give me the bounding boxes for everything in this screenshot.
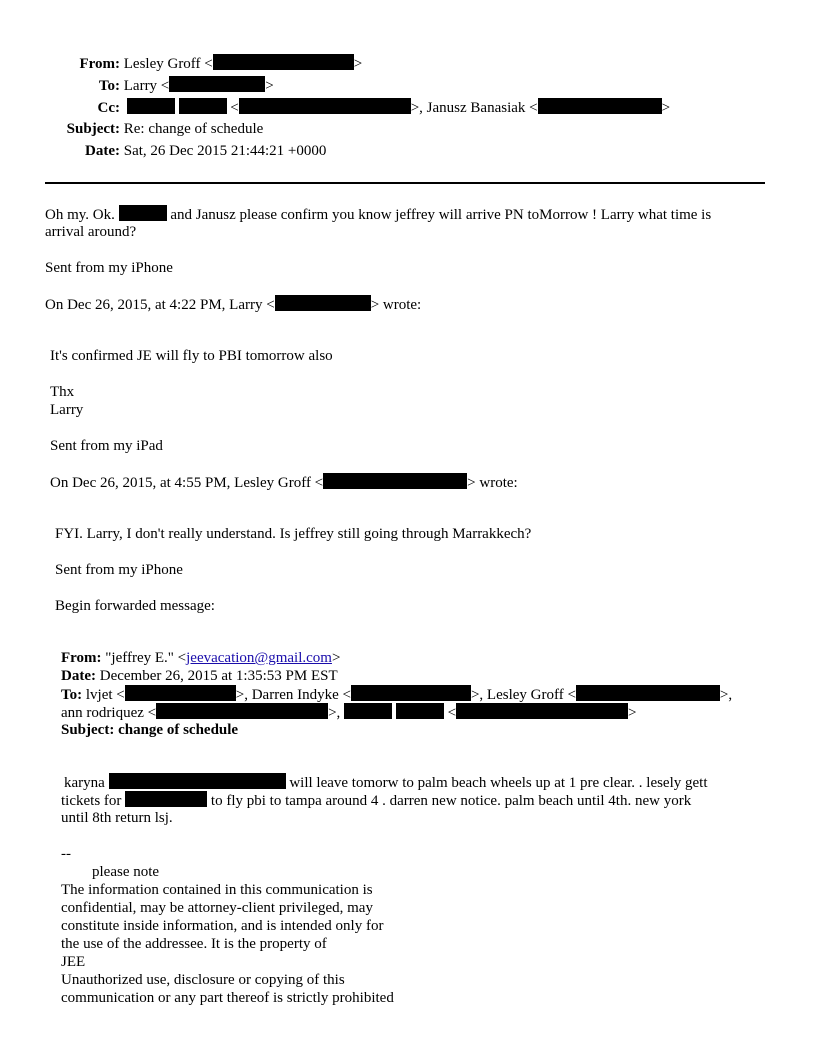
redaction-block [179,98,227,114]
fwd-subject [61,721,238,739]
fwd-to-text: >, Lesley Groff < [470,687,576,703]
redaction-block [275,295,371,311]
fwd-to-text: >, [719,687,733,703]
redaction-block [323,473,467,489]
fwd-date-value: December 26, 2015 at 1:35:53 PM EST [99,668,338,684]
larry-name: Larry [50,402,84,418]
fwd-to-text: >, [328,705,345,721]
redaction-block [456,703,628,719]
from-close: > [353,56,363,72]
fwd-to-cont [61,703,637,722]
date-label: Date: [85,143,120,159]
reply-line-2: arrival around? [45,224,137,240]
fwd-to-text: ann rodriquez < [61,705,157,721]
fwd-to-label: To: [61,687,83,703]
redaction-block [127,98,175,114]
redaction-block [169,76,265,92]
quote-header-2 [50,473,518,492]
to-label: To: [98,78,120,94]
fwd-to-text: > [628,705,637,721]
disclaimer-6: Unauthorized use, disclosure or copying of this [61,972,345,988]
redaction-block [125,685,236,701]
redaction-block [109,773,286,789]
from-name: Lesley Groff < [123,56,213,72]
quote-text: On Dec 26, 2015, at 4:22 PM, Larry < [45,297,275,313]
sig-dashes: -- [61,846,71,862]
redaction-block [213,54,354,70]
redaction-block [119,205,167,221]
signature-iphone: Sent from my iPhone [45,260,173,276]
fwd-from-label: From: [61,650,102,666]
redaction-block [344,703,392,719]
from-label: From: [79,56,120,72]
disclaimer-2: confidential, may be attorney-client privileged, may [61,900,373,916]
redaction-block [396,703,444,719]
redaction-block [351,685,471,701]
cc-mid: >, Janusz Banasiak < [410,100,538,116]
redaction-block [125,791,207,807]
to-close: > [265,78,274,94]
fwd-subject-value: change of schedule [118,722,239,738]
reply-text: Oh my. Ok. [45,207,119,223]
fwd-date [61,667,338,685]
redaction-block [576,685,720,701]
quote-text: > wrote: [370,297,422,313]
fwd-to-text: < [447,705,457,721]
header-date [60,142,326,160]
quote-text: > wrote: [467,475,518,491]
disclaimer-3: constitute inside information, and is intended only for [61,918,384,934]
please-note: please note [92,864,160,880]
fwd-msg-text: tickets for [61,793,126,809]
subject-label: Subject: [66,121,120,137]
disclaimer-4: the use of the addressee. It is the property of [61,936,327,952]
fwd-from-value: "jeffrey E." < [105,650,187,666]
signature-ipad: Sent from my iPad [50,438,163,454]
fwd-msg-line-3: until 8th return lsj. [61,810,173,826]
fwd-to-text: lvjet < [85,687,125,703]
fwd-subject-label: Subject: [61,722,119,738]
fwd-to-text: >, Darren Indyke < [235,687,351,703]
to-name: Larry < [123,78,170,94]
disclaimer-5: JEE [61,954,86,970]
fwd-msg-line-2 [61,791,691,810]
fwd-msg-text: to fly pbi to tampa around 4 . darren new notice. palm beach until 4th. new york [207,793,692,809]
larry-thx: Thx [50,384,75,400]
fwd-msg-text: will leave tomorw to palm beach wheels up at 1 pre clear. . lesely gett [285,775,708,791]
fwd-from [61,649,340,667]
fwd-to [61,685,732,704]
disclaimer-7: communication or any part thereof is strictly prohibited [61,990,394,1006]
redaction-block [538,98,662,114]
subject-value: Re: change of schedule [123,121,264,137]
header-to [60,76,274,95]
email-link[interactable]: jeevacation@gmail.com [186,650,332,666]
cc-lt: < [230,100,239,116]
header-divider [45,182,765,184]
cc-close: > [661,100,671,116]
reply-line-1 [45,205,711,224]
header-from [60,54,362,73]
fwd-msg-text: karyna [64,775,109,791]
fwd-msg-line-1 [64,773,708,792]
fyi-message: FYI. Larry, I don't really understand. Is jeffrey still going through Marrakkech? [55,526,532,542]
reply-text: and Janusz please confirm you know jeffrey will arrive PN toMorrow ! Larry what time is [166,207,712,223]
begin-forwarded: Begin forwarded message: [55,598,215,614]
quote-text: On Dec 26, 2015, at 4:55 PM, Lesley Groff < [50,475,324,491]
header-subject [60,120,263,138]
fwd-date-label: Date: [61,668,96,684]
date-value: Sat, 26 Dec 2015 21:44:21 +0000 [123,143,327,159]
header-cc [60,98,670,117]
quote-header-1 [45,295,421,314]
larry-message: It's confirmed JE will fly to PBI tomorrow also [50,348,333,364]
fwd-from-close: > [331,650,341,666]
disclaimer-1: The information contained in this communication is [61,882,373,898]
cc-label: Cc: [97,100,120,116]
signature-iphone-2: Sent from my iPhone [55,562,183,578]
redaction-block [156,703,328,719]
redaction-block [239,98,411,114]
